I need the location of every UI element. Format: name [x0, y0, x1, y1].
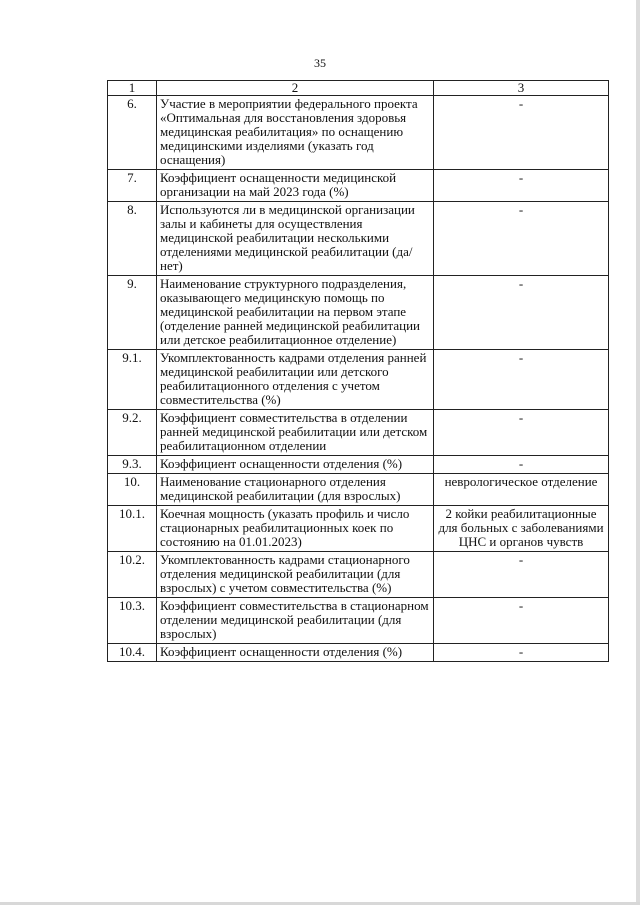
row-number: 9.2. [108, 410, 157, 456]
row-description: Коэффициент совместительства в отделении ранней медицинской реабилитации или детском реабилитационном отделении [157, 410, 434, 456]
row-description: Участие в мероприятии федерального проекта «Оптимальная для восстановления здоровья медицинская реабилитация» по оснащению медицинскими изделиями (указать год оснащения) [157, 96, 434, 170]
row-number: 9.3. [108, 456, 157, 474]
row-value: - [434, 170, 609, 202]
row-number: 10.2. [108, 552, 157, 598]
column-header-2: 2 [157, 81, 434, 96]
row-value: - [434, 552, 609, 598]
row-number: 9. [108, 276, 157, 350]
row-number: 10. [108, 474, 157, 506]
data-table [107, 80, 609, 662]
table-row [108, 598, 609, 644]
table-row [108, 350, 609, 410]
column-header-1: 1 [108, 81, 157, 96]
row-value: - [434, 410, 609, 456]
row-value: - [434, 350, 609, 410]
row-value: неврологическое отделение [434, 474, 609, 506]
page-edge-shadow [636, 0, 640, 905]
table-header-row [108, 81, 609, 96]
row-description: Укомплектованность кадрами стационарного отделения медицинской реабилитации (для взрослых) с учетом совместительства (%) [157, 552, 434, 598]
row-value: - [434, 96, 609, 170]
table-row [108, 474, 609, 506]
row-description: Коечная мощность (указать профиль и число стационарных реабилитационных коек по состоянию на 01.01.2023) [157, 506, 434, 552]
table-row [108, 96, 609, 170]
row-value: - [434, 644, 609, 662]
table-row [108, 506, 609, 552]
row-description: Наименование стационарного отделения медицинской реабилитации (для взрослых) [157, 474, 434, 506]
row-description: Коэффициент оснащенности отделения (%) [157, 456, 434, 474]
table-row [108, 552, 609, 598]
table-row [108, 276, 609, 350]
row-number: 9.1. [108, 350, 157, 410]
row-value: - [434, 598, 609, 644]
row-description: Используются ли в медицинской организации залы и кабинеты для осуществления медицинской реабилитации несколькими отделениями медицинской реабилитации (да/нет) [157, 202, 434, 276]
row-description: Коэффициент оснащенности медицинской организации на май 2023 года (%) [157, 170, 434, 202]
row-number: 10.1. [108, 506, 157, 552]
table-row [108, 410, 609, 456]
row-number: 8. [108, 202, 157, 276]
table-row [108, 456, 609, 474]
row-value: - [434, 202, 609, 276]
row-number: 6. [108, 96, 157, 170]
column-header-3: 3 [434, 81, 609, 96]
page-number: 35 [314, 56, 326, 70]
table-row [108, 170, 609, 202]
row-value: 2 койки реабилитационные для больных с заболеваниями ЦНС и органов чувств [434, 506, 609, 552]
row-description: Коэффициент оснащенности отделения (%) [157, 644, 434, 662]
row-description: Наименование структурного подразделения, оказывающего медицинскую помощь по медицинской реабилитации на первом этапе (отделение ранней медицинской реабилитации или детское реабилитационное отделение) [157, 276, 434, 350]
table-row [108, 644, 609, 662]
row-number: 10.4. [108, 644, 157, 662]
row-number: 10.3. [108, 598, 157, 644]
row-value: - [434, 456, 609, 474]
row-description: Укомплектованность кадрами отделения ранней медицинской реабилитации или детского реабилитационного отделения с учетом совместительства (%) [157, 350, 434, 410]
row-value: - [434, 276, 609, 350]
table-row [108, 202, 609, 276]
row-description: Коэффициент совместительства в стационарном отделении медицинской реабилитации (для взрослых) [157, 598, 434, 644]
row-number: 7. [108, 170, 157, 202]
